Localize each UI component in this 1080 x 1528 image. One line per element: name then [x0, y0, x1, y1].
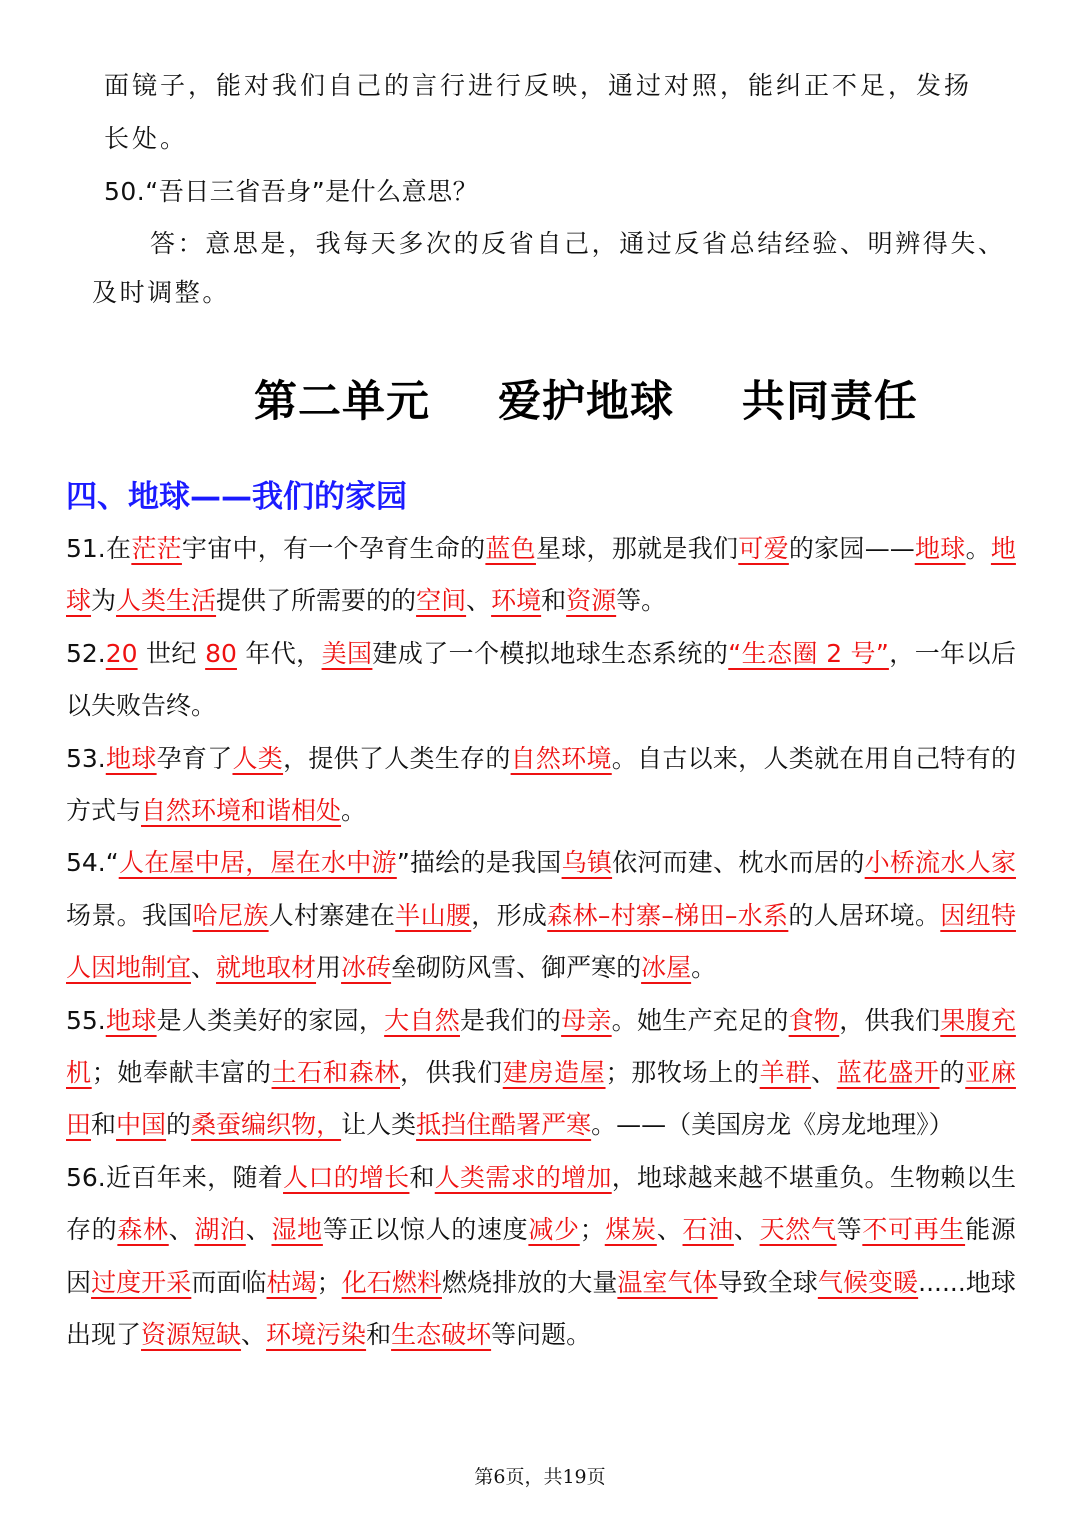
- items-list: [66, 523, 1016, 1362]
- text-segment: 是人类美好的家园，: [156, 1005, 385, 1035]
- keyword: 20: [105, 638, 138, 668]
- keyword: 地球: [914, 534, 966, 563]
- text-segment: 、: [733, 1215, 760, 1245]
- keyword: 环境污染: [266, 1320, 367, 1350]
- text-segment: ；: [579, 1215, 605, 1245]
- paragraph-continuation-line-2: 长处。: [104, 124, 189, 153]
- keyword: 乌镇: [561, 848, 613, 878]
- text-segment: 依河而建、枕水而居的: [612, 848, 865, 878]
- text-segment: 。: [341, 796, 367, 826]
- keyword: 蓝花盛开: [836, 1058, 940, 1088]
- text-segment: 56.近百年来，随着: [66, 1162, 284, 1192]
- paragraph-continuation-line-1: 面镜子，能对我们自己的言行进行反映，通过对照，能纠正不足，发扬: [104, 71, 973, 100]
- text-segment: 导致全球: [717, 1267, 818, 1297]
- keyword: 哈尼族: [192, 900, 269, 930]
- keyword: 石油: [682, 1215, 734, 1245]
- text-segment: 、: [241, 1320, 267, 1350]
- text-segment: ，地球越来越不堪重负。生物赖以生存的: [66, 1162, 1016, 1245]
- text-segment: 宇宙中，有一个孕育生命的: [181, 534, 486, 563]
- text-segment: 的家园——: [788, 534, 915, 563]
- text-segment: 和: [366, 1320, 392, 1350]
- keyword: 资源: [566, 586, 617, 616]
- keyword: 人口的增长: [283, 1162, 410, 1192]
- keyword: 小桥流水人家: [864, 848, 1016, 878]
- text-segment: 51.在: [66, 534, 132, 563]
- text-segment: 孕育了: [156, 743, 233, 773]
- keyword: 母亲: [561, 1005, 612, 1035]
- keyword: 空间: [416, 586, 467, 616]
- text-segment: 等正以惊人的速度: [322, 1215, 529, 1245]
- keyword: 就地取材: [216, 953, 317, 983]
- text-segment: ”描绘的是我国: [396, 848, 562, 878]
- text-segment: ，形成: [471, 900, 548, 930]
- keyword: 煤炭: [604, 1215, 657, 1245]
- keyword: 不可再生: [862, 1215, 966, 1245]
- text-segment: ；她奉献丰富的: [91, 1058, 272, 1088]
- text-segment: 、: [191, 953, 217, 983]
- text-segment: 垒砌防风雪、御严寒的: [391, 953, 642, 983]
- keyword: 自然环境: [510, 743, 612, 773]
- item-55: [66, 995, 1016, 1152]
- keyword: 亚麻田: [66, 1058, 1016, 1140]
- item-52: [66, 628, 1016, 733]
- keyword: 化石燃料: [341, 1267, 442, 1297]
- keyword: 半山腰: [395, 900, 472, 930]
- keyword: 冰屋: [641, 953, 692, 983]
- text-segment: 、: [656, 1215, 683, 1245]
- text-segment: 世纪: [137, 638, 206, 668]
- text-segment: 星球，那就是我们: [535, 534, 739, 563]
- keyword: 土石和森林: [271, 1058, 400, 1088]
- keyword: 枯竭: [266, 1267, 317, 1297]
- text-segment: 52.: [66, 638, 106, 668]
- text-segment: 而面临: [191, 1267, 267, 1297]
- keyword: “生态圈 2 号”: [728, 638, 889, 668]
- keyword: 美国: [321, 638, 373, 668]
- text-segment: 的: [166, 1110, 192, 1140]
- keyword: 资源短缺: [141, 1320, 242, 1350]
- text-segment: 提供了所需要的的: [216, 586, 417, 616]
- keyword: 减少: [528, 1215, 580, 1245]
- question-50: 50.“吾日三省吾身”是什么意思？: [104, 177, 479, 206]
- text-segment: 为: [91, 586, 117, 616]
- text-segment: 等。: [616, 586, 667, 616]
- text-segment: 等: [836, 1215, 863, 1245]
- keyword: 人在屋中居，屋在水中游: [118, 848, 397, 878]
- keyword: 中国: [116, 1110, 167, 1140]
- keyword: 湖泊: [194, 1215, 246, 1245]
- keyword: 气候变暖: [817, 1267, 919, 1297]
- keyword: 80: [205, 638, 237, 668]
- keyword: 抵挡住酷署严寒: [416, 1110, 592, 1140]
- text-segment: 、: [245, 1215, 272, 1245]
- text-segment: ，供我们: [400, 1058, 503, 1088]
- text-segment: 和: [409, 1162, 435, 1192]
- text-segment: ；那牧场上的: [605, 1058, 760, 1088]
- text-segment: 。——（美国房龙《房龙地理》）: [591, 1110, 954, 1140]
- text-segment: ；: [316, 1267, 342, 1297]
- text-segment: 等问题。: [491, 1320, 592, 1350]
- text-segment: 。: [965, 534, 991, 563]
- section-heading: 四、地球——我们的家园: [66, 479, 407, 515]
- text-segment: ......地球出现了: [66, 1267, 1016, 1350]
- keyword: 自然环境和谐相处: [141, 796, 342, 826]
- text-segment: 用: [316, 953, 342, 983]
- item-54: [66, 837, 1016, 994]
- keyword: 天然气: [759, 1215, 837, 1245]
- text-segment: 燃烧排放的大量: [441, 1267, 618, 1297]
- item-53: [66, 733, 1016, 838]
- answer-50-line-1: 答：意思是，我每天多次的反省自己，通过反省总结经验、明辨得失、: [150, 229, 1006, 258]
- text-segment: 能源因: [66, 1215, 1016, 1297]
- keyword: 食物: [788, 1005, 840, 1035]
- text-segment: 和: [91, 1110, 117, 1140]
- text-segment: 让人类: [341, 1110, 417, 1140]
- unit-title: 第二单元 爱护地球 共同责任: [254, 377, 918, 427]
- keyword: 温室气体: [617, 1267, 718, 1297]
- keyword: 森林: [117, 1215, 169, 1245]
- text-segment: ，提供了人类生存的: [283, 743, 511, 773]
- text-segment: 的: [939, 1058, 966, 1088]
- text-segment: 建成了一个模拟地球生态系统的: [372, 638, 729, 668]
- keyword: 可爱: [738, 534, 789, 563]
- keyword: 湿地: [271, 1215, 323, 1245]
- text-segment: 的人居环境。: [788, 900, 941, 930]
- item-51: [66, 523, 1016, 628]
- keyword: 过度开采: [91, 1267, 192, 1297]
- keyword: 因纽特人因地制宜: [66, 900, 1016, 983]
- keyword: 森林–村寨–梯田–水系: [547, 900, 789, 930]
- keyword: 茫茫: [131, 534, 182, 563]
- text-segment: ，一年以后以失败告终。: [66, 638, 1016, 721]
- keyword: 人类: [232, 743, 284, 773]
- keyword: 蓝色: [485, 534, 536, 563]
- text-segment: 场景。我国: [66, 900, 193, 930]
- text-segment: 55.: [66, 1005, 106, 1035]
- text-segment: 。她生产充足的: [611, 1005, 789, 1035]
- text-segment: 年代，: [236, 638, 322, 668]
- keyword: 果腹充机: [66, 1005, 1016, 1088]
- keyword: 人类生活: [116, 586, 217, 616]
- page-footer: 第6页，共19页: [474, 1466, 606, 1488]
- keyword: 大自然: [384, 1005, 460, 1035]
- text-segment: 是我们的: [459, 1005, 562, 1035]
- text-segment: 人村寨建在: [268, 900, 396, 930]
- keyword: 建房造屋: [502, 1058, 606, 1088]
- keyword: 地球: [105, 743, 157, 773]
- text-segment: 和: [541, 586, 567, 616]
- keyword: 桑蚕编织物，: [191, 1110, 342, 1140]
- keyword: 冰砖: [341, 953, 392, 983]
- answer-50-line-2: 及时调整。: [92, 278, 231, 307]
- keyword: 人类需求的增加: [434, 1162, 612, 1192]
- text-segment: 、: [466, 586, 492, 616]
- keyword: 生态破坏: [391, 1320, 492, 1350]
- keyword: 环境: [491, 586, 542, 616]
- keyword: 地球: [105, 1005, 157, 1035]
- item-56: [66, 1152, 1016, 1362]
- text-segment: 、: [811, 1058, 837, 1088]
- text-segment: 54.“: [66, 848, 119, 878]
- text-segment: 。: [691, 953, 717, 983]
- text-segment: 、: [168, 1215, 195, 1245]
- keyword: 地球: [66, 534, 1016, 616]
- keyword: 羊群: [759, 1058, 812, 1088]
- text-segment: ，供我们: [839, 1005, 941, 1035]
- text-segment: 53.: [66, 743, 106, 773]
- text-segment: 。自古以来，人类就在用自己特有的方式与: [66, 743, 1016, 826]
